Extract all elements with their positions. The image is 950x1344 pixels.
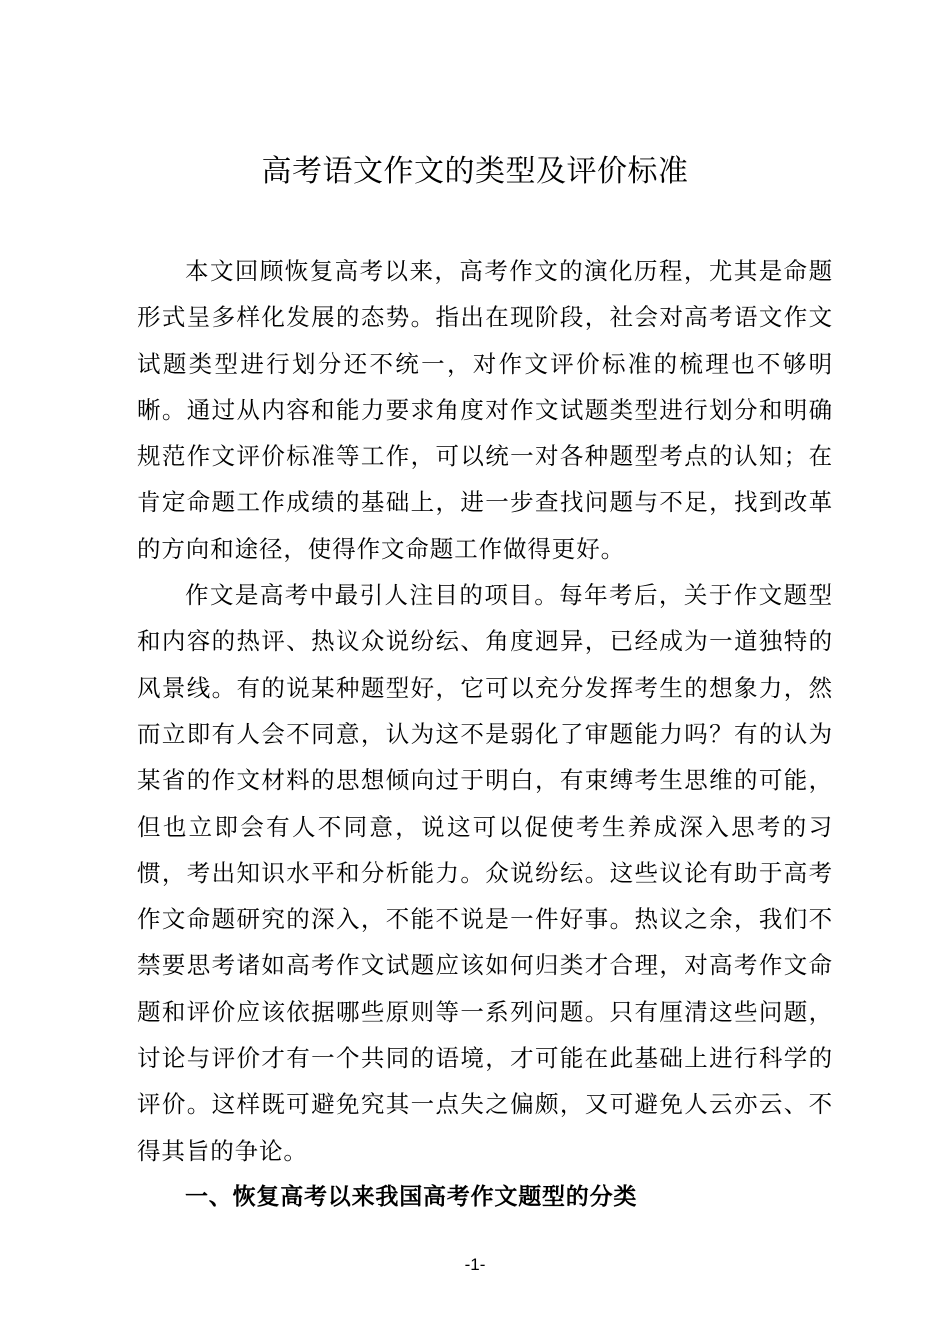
section-heading: 一、恢复高考以来我国高考作文题型的分类 [185,1183,638,1210]
document-body [137,248,833,1220]
document-title: 高考语文作文的类型及评价标准 [261,154,689,189]
paragraph-introduction: 作文是高考中最引人注目的项目。每年考后，关于作文题型和内容的热评、热议众说纷纭、角度迥异，已经成为一道独特的风景线。有的说某种题型好，它可以充分发挥考生的想象力，然而立即有人会不同意，认为这不是弱化了审题能力吗？有的认为某省的作文材料的思想倾向过于明白，有束缚考生思维的可能，但也立即会有人不同意，说这可以促使考生养成深入思考的习惯，考出知识水平和分析能力。众说纷纭。这些议论有助于高考作文命题研究的深入，不能不说是一件好事。热议之余，我们不禁要思考诸如高考作文试题应该如何归类才合理，对高考作文命题和评价应该依据哪些原则等一系列问题。只有厘清这些问题，讨论与评价才有一个共同的语境，才可能在此基础上进行科学的评价。这样既可避免究其一点失之偏颇，又可避免人云亦云、不得其旨的争论。 [137,581,833,1165]
page-number: -1- [464,1255,486,1274]
paragraph-abstract: 本文回顾恢复高考以来，高考作文的演化历程，尤其是命题形式呈多样化发展的态势。指出在现阶段，社会对高考语文作文试题类型进行划分还不统一，对作文评价标准的梳理也不够明晰。通过从内容和能力要求角度对作文试题类型进行划分和明确规范作文评价标准等工作，可以统一对各种题型考点的认知；在肯定命题工作成绩的基础上，进一步查找问题与不足，找到改革的方向和途径，使得作文命题工作做得更好。 [137,257,833,563]
